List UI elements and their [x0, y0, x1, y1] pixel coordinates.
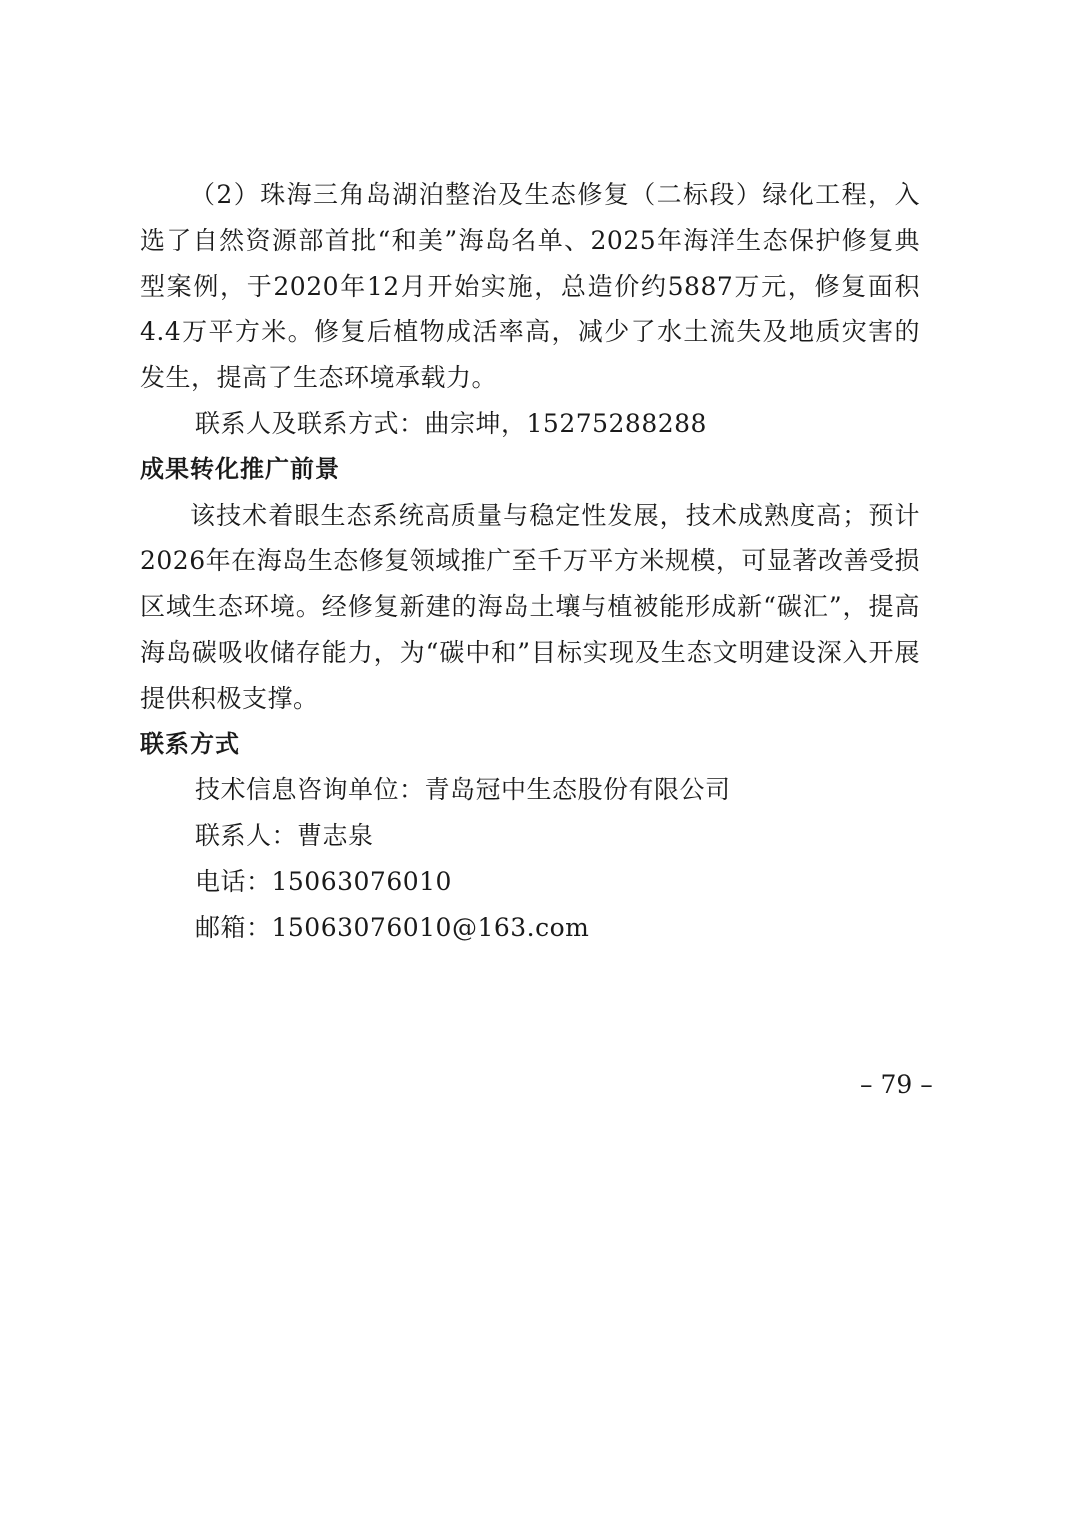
page-number: – 79 – [860, 1070, 933, 1099]
prospects-paragraph: 该技术着眼生态系统高质量与稳定性发展，技术成熟度高；预计2026年在海岛生态修复领域推广至千万平方米规模，可显著改善受损区域生态环境。经修复新建的海岛土壤与植被能形成新“碳汇”，提高海岛碳吸收储存能力，为“碳中和”目标实现及生态文明建设深入开展提供积极支撑。 [140, 500, 920, 713]
case-2-paragraph: （2）珠海三角岛湖泊整治及生态修复（二标段）绿化工程，入选了自然资源部首批“和美”海岛名单、2025年海洋生态保护修复典型案例，于2020年12月开始实施，总造价约5887万元，修复面积4.4万平方米。修复后植物成活率高，减少了水土流失及地质灾害的发生，提高了生态环境承载力。 [140, 180, 920, 393]
contact-email: 邮箱：15063076010@163.com [195, 912, 590, 942]
case-2-contact: 联系人及联系方式：曲宗坤，15275288288 [195, 408, 707, 438]
contact-person: 联系人：曹志泉 [195, 821, 374, 851]
document-body [140, 172, 920, 951]
contact-phone: 电话：15063076010 [195, 866, 452, 896]
prospects-heading: 成果转化推广前景 [140, 454, 340, 483]
consulting-unit: 技术信息咨询单位：青岛冠中生态股份有限公司 [195, 775, 731, 805]
contact-heading: 联系方式 [140, 729, 240, 758]
